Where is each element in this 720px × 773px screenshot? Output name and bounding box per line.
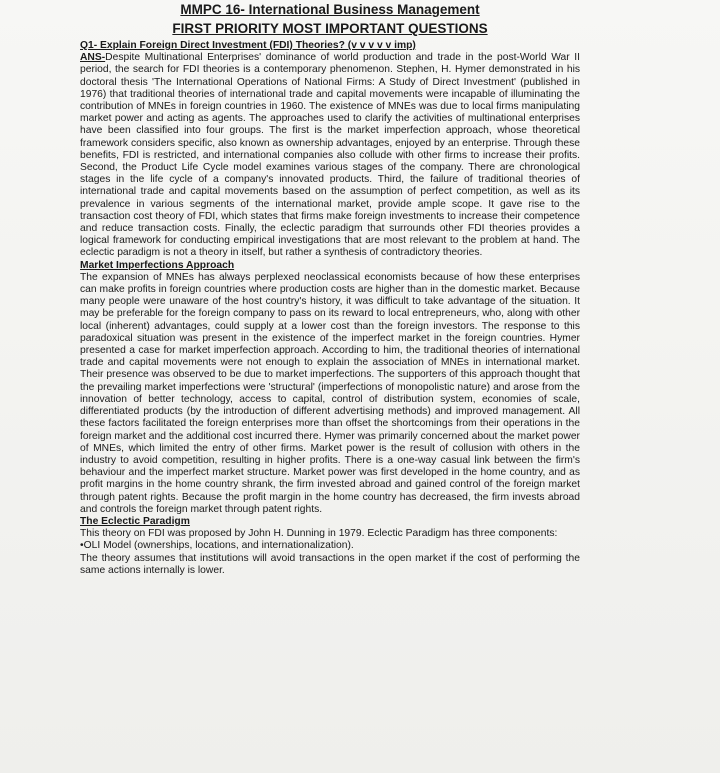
answer-text: Despite Multinational Enterprises' dominance of world production and trade in the post-World War II period, the search for FDI theories is a contemporary phenomenon. Stephen, H. Hymer demonstrated in his doctoral thesis 'The International Operations of National Firms: A Study of Direct Investment' (published in 1976) that traditional theories of international trade and capital movements were incapable of illuminating the contribution of MNEs in foreign countries in 1960. The existence of MNEs was due to local firms manipulating market power and acting as agents. The approaches used to clarify the activities of multinational enterprises have been classified into four groups. The first is the market imperfection approach, whose theoretical framework considers specific, also known as ownership advantages, enjoyed by an enterprise. Through these benefits, FDI is restricted, and international companies also collude with other firms to increase their profits. Second, the Product Life Cycle model examines various stages of the company. There are chronological stages in the life cycle of a company's innovated products. Third, the failure of traditional theories of international trade and capital movements based on the assumption of perfect competition, as well as its prevalence in various segments of the international market, provide ample scope. It gave rise to the transaction cost theory of FDI, which states that firms make foreign investments to increase their competence and reduce transaction costs. Finally, the eclectic paradigm that surrounds other FDI theories provides a logical framework for conducting empirical investigations that are most relevant to the problem at hand. The eclectic paradigm is not a theory in itself, but rather a synthesis of contradictory theories.	[80, 52, 580, 259]
eclectic-paradigm-bullet: • OLI Model (ownerships, locations, and internationalization).	[80, 540, 580, 552]
answer-paragraph-1	[80, 52, 580, 259]
answer-label: ANS-	[80, 52, 106, 64]
eclectic-paradigm-paragraph-1: This theory on FDI was proposed by John H. Dunning in 1979. Eclectic Paradigm has three components:	[80, 528, 558, 540]
section-heading-market-imperfections: Market Imperfections Approach	[80, 259, 235, 271]
market-imperfections-paragraph: The expansion of MNEs has always perplexed neoclassical economists because of how these enterprises can make profits in foreign countries where production costs are higher than in the domestic market. Because many people were unaware of the host country's history, it was difficult to take advantage of the situation. It may be preferable for the foreign company to pass on its reward to local entrepreneurs, who, along with other local (inherent) advantages, could supply at a lower cost than the foreign investors. The response to this paradoxical situation was present in the existence of the imperfect market in the foreign countries. Hymer presented a case for market imperfection approach. According to him, the traditional theories of international trade and capital movements were not enough to explain the association of MNEs in international market. Their presence was observed to be due to market imperfections. The supporters of this approach thought that the prevailing market imperfections were 'structural' (imperfections of monopolistic nature) and arose from the innovation of better technology, access to capital, control of distribution system, economies of scale, differentiated products (by the introduction of different advertising methods) and improved management. All these factors facilitated the foreign enterprises more than offset the shortcomings from their operations in the foreign market and the additional cost incurred there. Hymer was primarily concerned about the market power of MNEs, which limited the entry of other firms. Market power is the result of collusion with others in the industry to avoid competition, resulting in higher profits. There is a one-way casual link between the firm's behaviour and the imperfect market structure. Market power was first developed in the home country, and as profit margins in the home country shrank, the firm invested abroad and gained control of the foreign market through patent rights. Because the profit margin in the home country has decreased, the firm invests abroad and controls the foreign market through patent rights.	[80, 271, 580, 515]
page-subtitle: FIRST PRIORITY MOST IMPORTANT QUESTIONS	[172, 21, 488, 36]
section-heading-eclectic-paradigm: The Eclectic Paradigm	[80, 515, 190, 527]
page-title: MMPC 16- International Business Management	[180, 2, 480, 17]
question-heading: Q1- Explain Foreign Direct Investment (FDI) Theories? (v v v v v imp)	[80, 40, 416, 51]
eclectic-paradigm-paragraph-2: The theory assumes that institutions will avoid transactions in the open market if the cost of performing the same actions internally is lower.	[80, 552, 580, 576]
document-content	[80, 2, 580, 577]
